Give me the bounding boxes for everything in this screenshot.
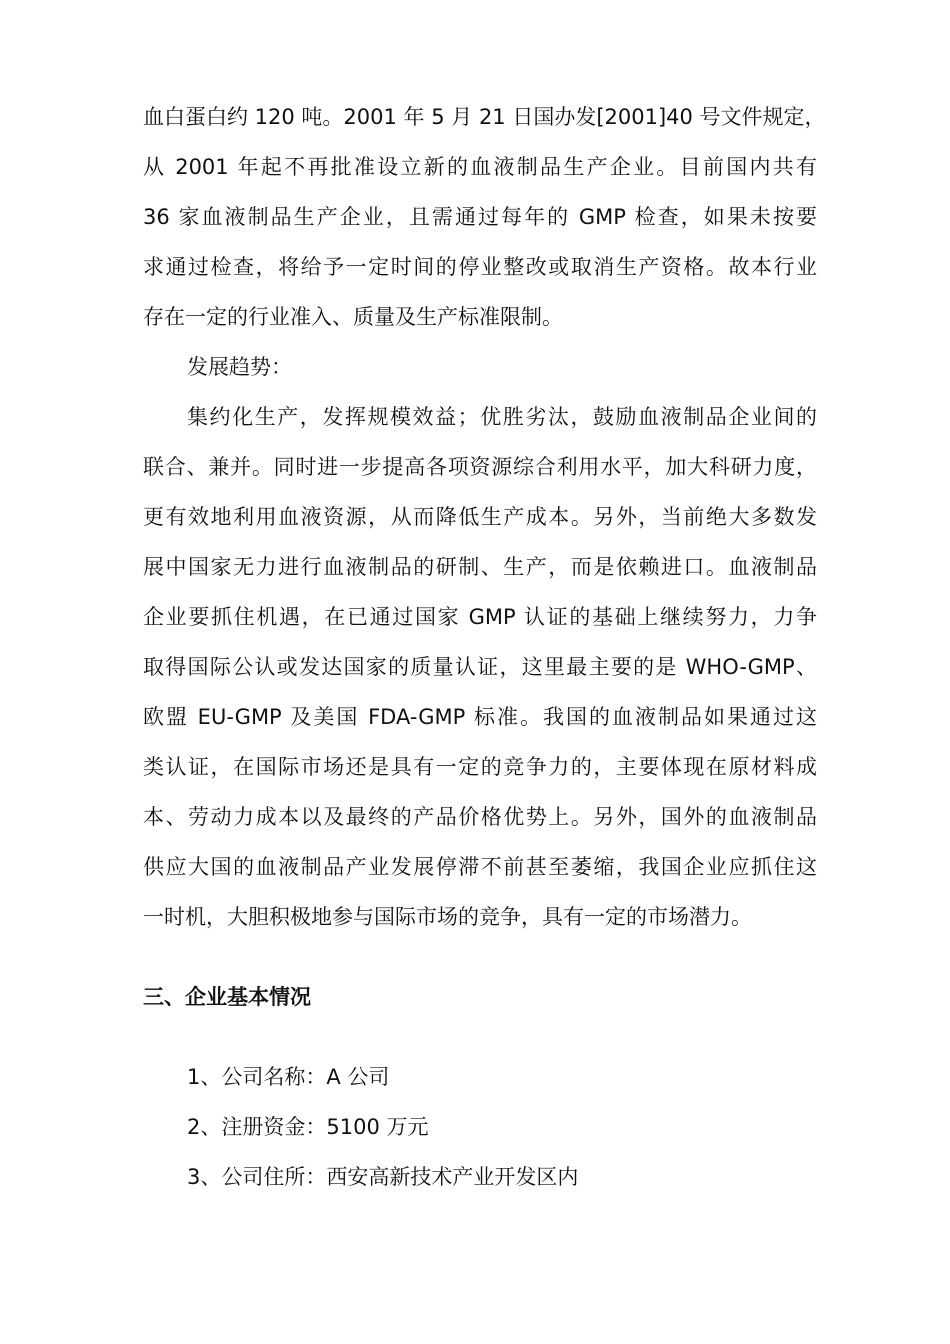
text-line: 从 2001 年起不再批准设立新的血液制品生产企业。目前国内共有: [143, 155, 817, 179]
trend-title: 发展趋势：: [187, 355, 292, 379]
paragraph-industry-regulation: [143, 92, 826, 342]
document-page: [143, 92, 826, 1202]
text-line: 本、劳动力成本以及最终的产品价格优势上。另外，国外的血液制品: [143, 805, 817, 829]
text-line: 企业要抓住机遇，在已通过国家 GMP 认证的基础上继续努力，力争: [143, 605, 817, 629]
text-line: 类认证，在国际市场还是具有一定的竞争力的，主要体现在原材料成: [143, 755, 817, 779]
paragraph-development-trend: [143, 392, 817, 942]
text-line: 36 家血液制品生产企业，且需通过每年的 GMP 检查，如果未按要: [143, 205, 817, 229]
text-line: 联合、兼并。同时进一步提高各项资源综合利用水平，加大科研力度，: [143, 455, 817, 479]
list-item-registered-capital: 2、注册资金：5100 万元: [187, 1115, 429, 1139]
text-line: 展中国家无力进行血液制品的研制、生产，而是依赖进口。血液制品: [143, 555, 817, 579]
text-line: 欧盟 EU-GMP 及美国 FDA-GMP 标准。我国的血液制品如果通过这: [143, 705, 817, 729]
company-info-list: [143, 1052, 817, 1202]
text-line: 求通过检查，将给予一定时间的停业整改或取消生产资格。故本行业: [143, 255, 817, 279]
text-line: 更有效地利用血液资源，从而降低生产成本。另外，当前绝大多数发: [143, 505, 817, 529]
list-item-company-address: 3、公司住所：西安高新技术产业开发区内: [187, 1165, 579, 1189]
text-line: 供应大国的血液制品产业发展停滞不前甚至萎缩，我国企业应抓住这: [143, 855, 817, 879]
text-line: 一时机，大胆积极地参与国际市场的竞争，具有一定的市场潜力。: [143, 905, 752, 929]
text-line: 集约化生产，发挥规模效益；优胜劣汰，鼓励血液制品企业间的: [187, 405, 817, 429]
section-heading: 三、企业基本情况: [143, 985, 311, 1009]
text-line: 血白蛋白约 120 吨。2001 年 5 月 21 日国办发[2001]40 号文件规定，: [143, 105, 826, 129]
text-line: 存在一定的行业准入、质量及生产标准限制。: [143, 305, 563, 329]
list-item-company-name: 1、公司名称：A 公司: [187, 1065, 390, 1089]
text-line: 取得国际公认或发达国家的质量认证，这里最主要的是 WHO-GMP、: [143, 655, 817, 679]
